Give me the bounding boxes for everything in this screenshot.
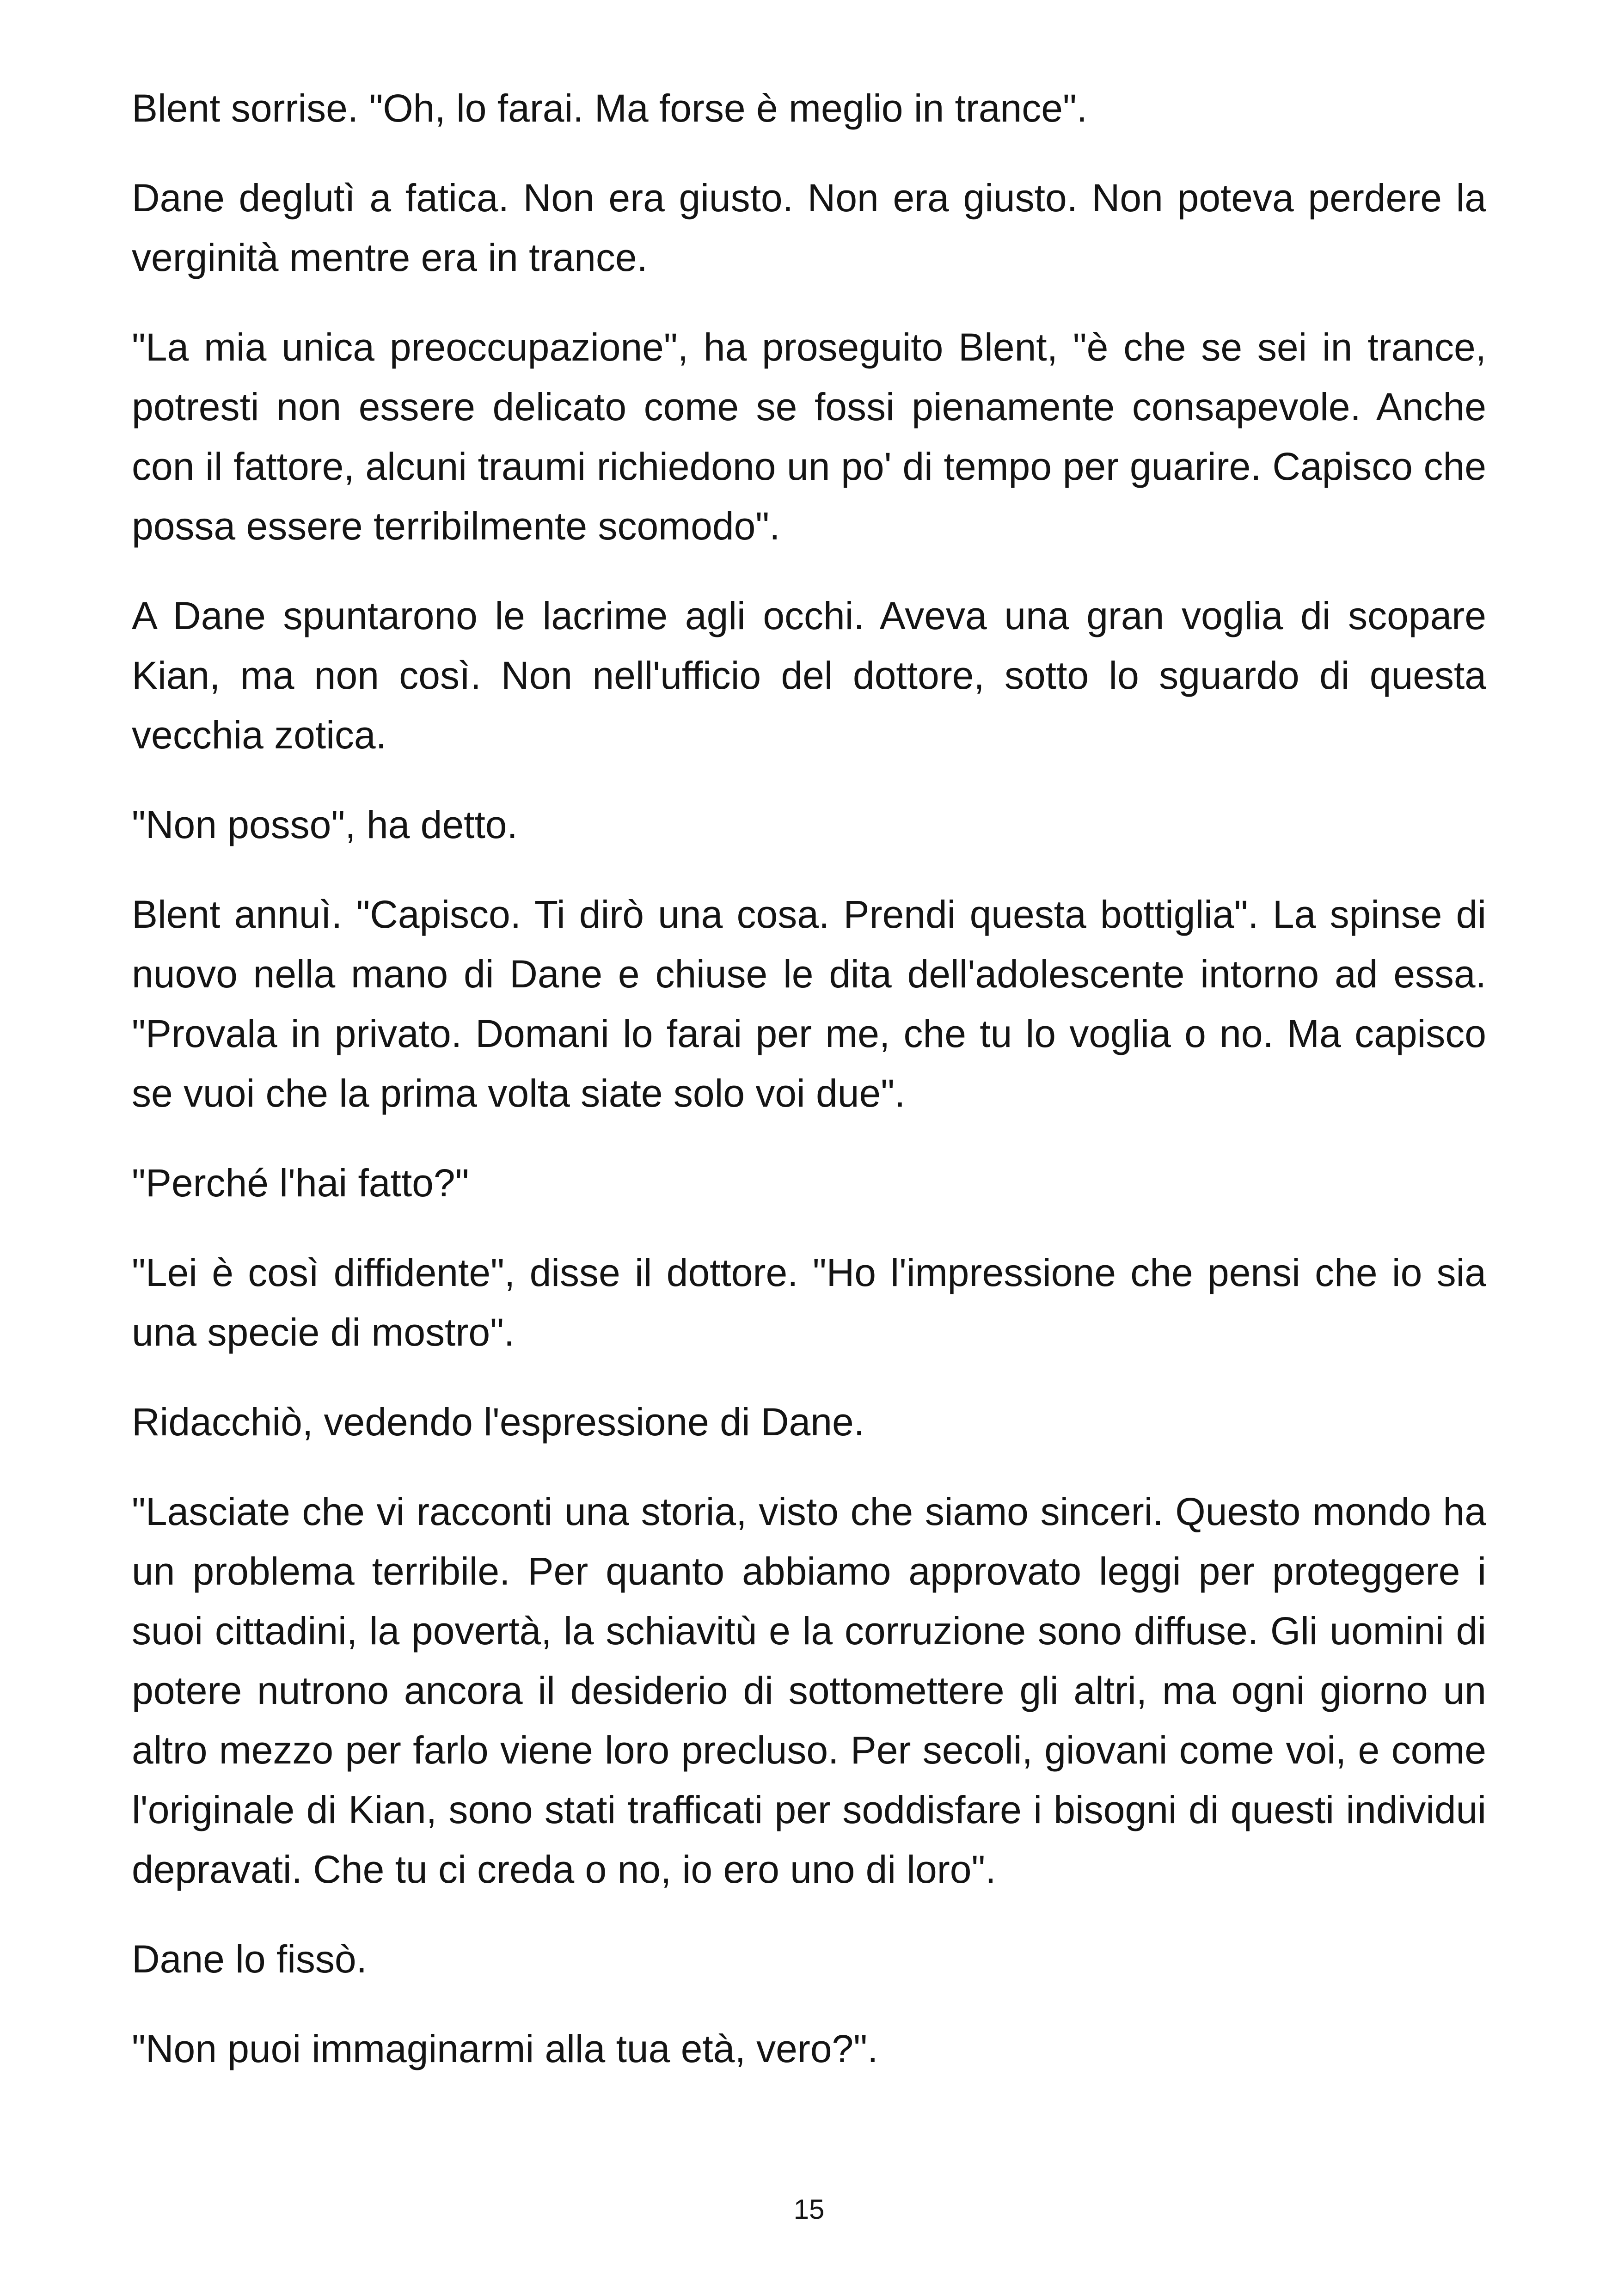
paragraph: Dane deglutì a fatica. Non era giusto. Non era giusto. Non poteva perdere la verginità mentre era in trance. <box>132 176 1486 279</box>
paragraph: Ridacchiò, vedendo l'espressione di Dane. <box>132 1400 865 1444</box>
paragraph: "Perché l'hai fatto?" <box>132 1161 469 1205</box>
page-body <box>132 79 1486 2109</box>
paragraph: "Lei è così diffidente", disse il dottore. "Ho l'impressione che pensi che io sia una specie di mostro". <box>132 1251 1486 1354</box>
paragraph: Blent annuì. "Capisco. Ti dirò una cosa. Prendi questa bottiglia". La spinse di nuovo nella mano di Dane e chiuse le dita dell'adolescente intorno ad essa. "Provala in privato. Domani lo farai per me, che tu lo voglia o no. Ma capisco se vuoi che la prima volta siate solo voi due". <box>132 893 1486 1115</box>
paragraph: "Lasciate che vi racconti una storia, visto che siamo sinceri. Questo mondo ha un problema terribile. Per quanto abbiamo approvato leggi per proteggere i suoi cittadini, la povertà, la schiavitù e la corruzione sono diffuse. Gli uomini di potere nutrono ancora il desiderio di sottomettere gli altri, ma ogni giorno un altro mezzo per farlo viene loro precluso. Per secoli, giovani come voi, e come l'originale di Kian, sono stati trafficati per soddisfare i bisogni di questi individui depravati. Che tu ci creda o no, io ero uno di loro". <box>132 1490 1486 1891</box>
paragraph: "La mia unica preoccupazione", ha proseguito Blent, "è che se sei in trance, potresti non essere delicato come se fossi pienamente consapevole. Anche con il fattore, alcuni traumi richiedono un po' di tempo per guarire. Capisco che possa essere terribilmente scomodo". <box>132 325 1486 548</box>
paragraph: "Non puoi immaginarmi alla tua età, vero?". <box>132 2027 878 2070</box>
paragraph: Dane lo fissò. <box>132 1937 367 1981</box>
paragraph: Blent sorrise. "Oh, lo farai. Ma forse è meglio in trance". <box>132 86 1088 130</box>
page-number: 15 <box>793 2194 825 2225</box>
paragraph: A Dane spuntarono le lacrime agli occhi. Aveva una gran voglia di scopare Kian, ma non così. Non nell'ufficio del dottore, sotto lo sguardo di questa vecchia zotica. <box>132 594 1486 757</box>
paragraph: "Non posso", ha detto. <box>132 803 518 846</box>
